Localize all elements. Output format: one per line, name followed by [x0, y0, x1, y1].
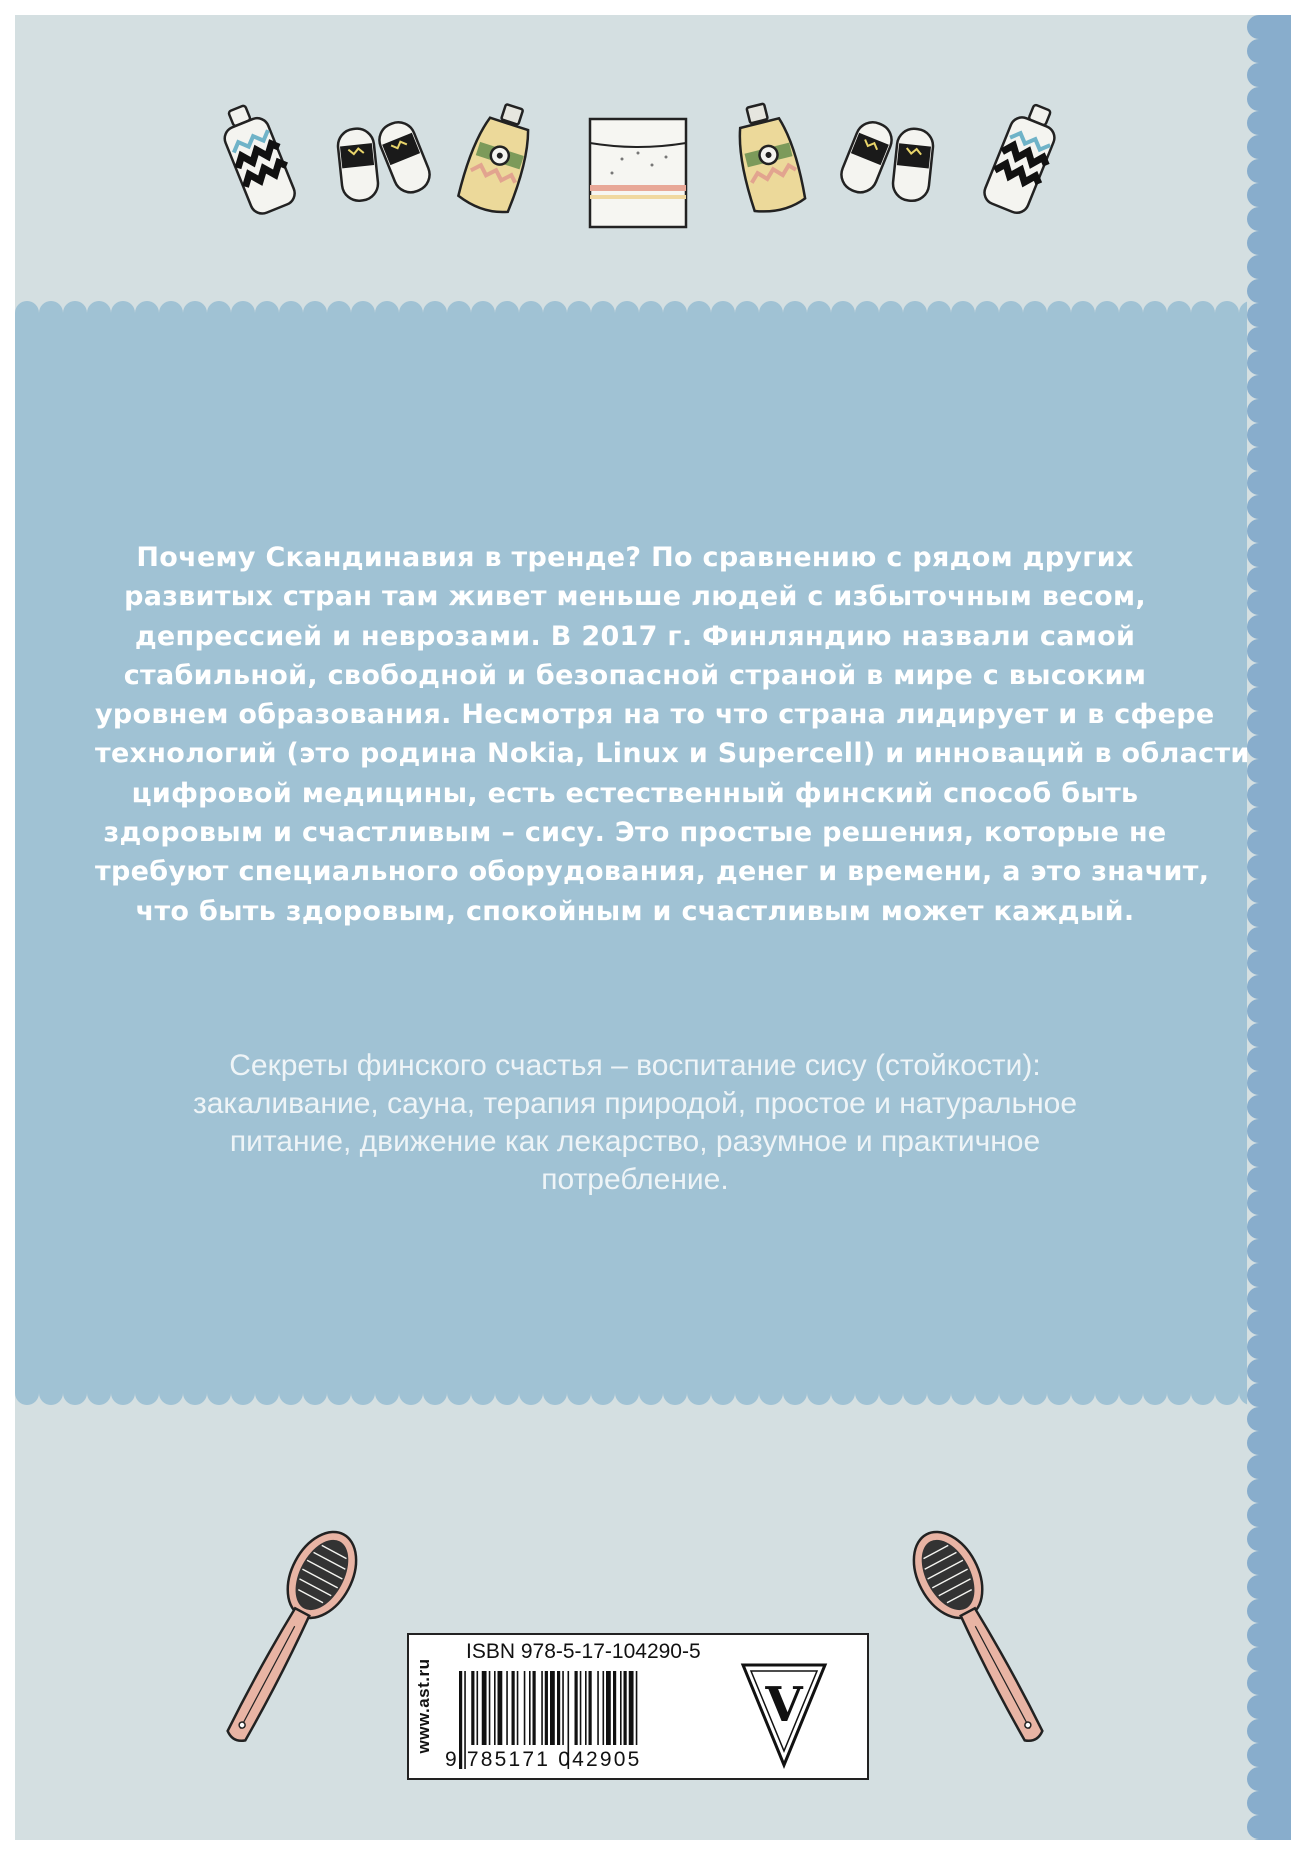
secrets-line: Секреты финского счастья – воспитание сису (стойкости): — [229, 1049, 1041, 1082]
barcode-bar — [613, 1671, 616, 1745]
barcode-bar — [529, 1671, 531, 1745]
ean-digits: 9 785171 042905 — [445, 1748, 642, 1771]
barcode-bar — [471, 1671, 474, 1745]
intro-line: Почему Скандинавия в тренде? По сравнению с рядом других — [136, 542, 1134, 573]
intro-line: стабильной, свободной и безопасной страной в мире с высоким — [123, 659, 1147, 691]
intro-line: технологий (это родина Nokia, Linux и Supercell) и инноваций в области — [95, 738, 1250, 770]
secrets-line: закаливание, сауна, терапия природой, простое и натуральное — [192, 1087, 1078, 1120]
website-strip — [409, 1635, 439, 1778]
intro-line: уровнем образования. Несмотря на то что страна лидирует и в сфере — [95, 699, 1215, 731]
barcode-bar — [494, 1671, 496, 1745]
barcode-bar — [545, 1671, 548, 1745]
barcode-bar — [477, 1671, 479, 1745]
slippers-icon — [330, 115, 435, 211]
slippers-icon — [837, 115, 942, 211]
bath-brush-icon — [910, 1505, 1050, 1765]
barcode-bar — [506, 1671, 508, 1745]
barcode-bar — [597, 1671, 599, 1745]
towel-icon — [582, 113, 695, 233]
website-url: www.ast.ru — [414, 1658, 433, 1754]
intro-line: требуют специального оборудования, денег и времени, а это значит, — [95, 856, 1210, 888]
shampoo-bottle-icon — [727, 100, 812, 222]
intro-line: что быть здоровым, спокойным и счастливым может каждый. — [135, 895, 1135, 927]
bottle-icon — [975, 98, 1071, 220]
barcode-bar — [498, 1671, 503, 1745]
barcode-bar — [489, 1671, 491, 1745]
barcode-bar — [512, 1671, 515, 1745]
intro-line: цифровой медицины, есть естественный финский способ быть — [131, 777, 1139, 809]
band-bottom-scallop — [15, 1381, 1247, 1405]
secrets-line: потребление. — [541, 1163, 729, 1196]
barcode-bar — [603, 1671, 605, 1745]
barcode-bar — [620, 1671, 622, 1745]
intro-line: здоровым и счастливым – сису. Это простые решения, которые не — [103, 817, 1167, 849]
publisher-logo-letter: V — [765, 1677, 803, 1733]
shampoo-bottle-icon — [455, 100, 540, 222]
bath-brush-icon — [220, 1505, 360, 1765]
barcode-bar — [624, 1671, 627, 1745]
barcode-bar — [557, 1671, 560, 1745]
barcode-bar — [606, 1671, 611, 1745]
barcode-bar — [629, 1671, 634, 1745]
barcode-bar — [589, 1671, 592, 1745]
barcode-bar — [575, 1671, 578, 1745]
book-back-cover — [15, 15, 1291, 1840]
secrets-paragraph — [115, 1047, 1155, 1199]
barcode-bar — [524, 1671, 526, 1745]
bottle-icon — [210, 98, 306, 220]
intro-line: депрессией и неврозами. В 2017 г. Финляндию назвали самой — [134, 620, 1136, 652]
barcode-bar — [550, 1671, 555, 1745]
barcode-bar — [517, 1671, 519, 1745]
spine-scallop — [1241, 15, 1265, 1840]
barcode-bar — [533, 1671, 536, 1745]
barcode-panel — [407, 1633, 869, 1780]
barcode-bar — [541, 1671, 543, 1745]
barcode-bar — [580, 1671, 582, 1745]
intro-paragraph — [95, 538, 1250, 931]
publisher-logo — [739, 1657, 829, 1769]
secrets-line: питание, движение как лекарство, разумное и практичное — [229, 1125, 1041, 1158]
barcode-bar — [562, 1671, 564, 1745]
barcode-bar — [636, 1671, 638, 1745]
band-top-scallop — [15, 301, 1247, 325]
isbn-number: ISBN 978-5-17-104290-5 — [466, 1640, 701, 1663]
barcode-bar — [482, 1671, 487, 1745]
intro-line: развитых стран там живет меньше людей с избыточным весом, — [124, 581, 1146, 613]
barcode-bar — [585, 1671, 587, 1745]
